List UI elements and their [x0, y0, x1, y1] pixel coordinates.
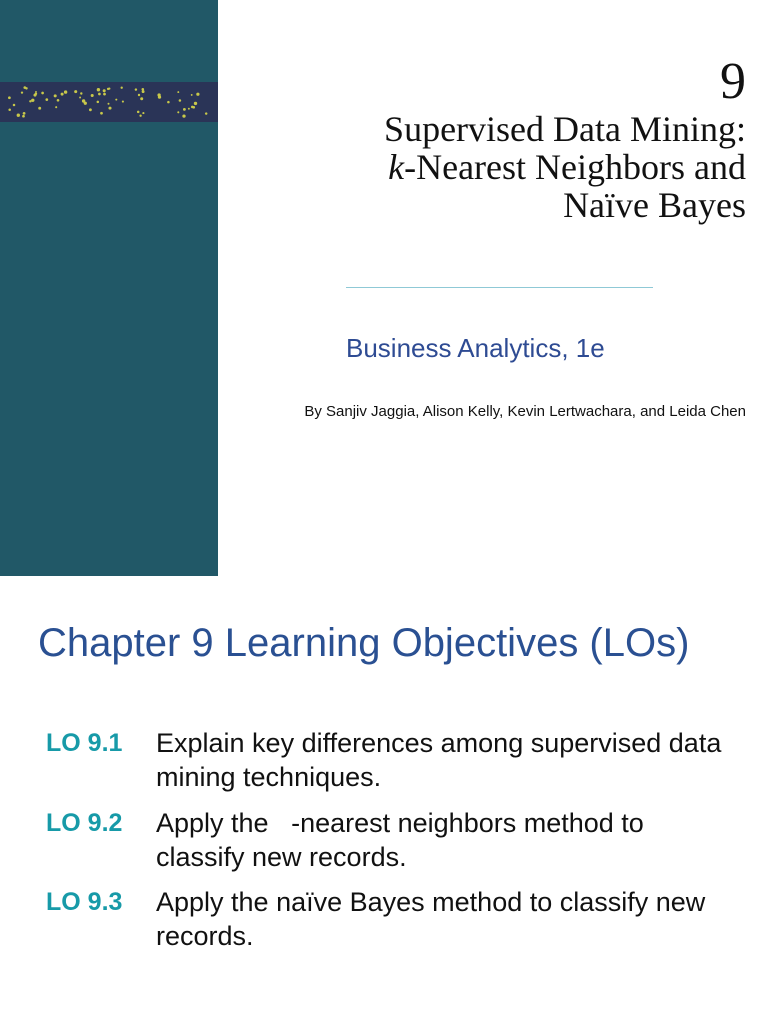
decorative-dot — [8, 108, 11, 111]
decorative-dot — [140, 97, 143, 100]
decorative-dot — [8, 96, 11, 99]
lo-text: Apply the -nearest neighbors method to classify new records. — [156, 808, 652, 872]
title-line-2 — [286, 148, 746, 186]
decorative-dot — [79, 97, 81, 99]
decorative-dot — [191, 94, 193, 96]
decorative-dot — [158, 95, 161, 98]
decorative-dot — [22, 115, 25, 118]
decorative-dot — [31, 99, 34, 102]
lo-code: LO 9.2 — [46, 809, 123, 837]
book-title: Business Analytics, 1e — [346, 333, 605, 363]
decorative-dot — [29, 100, 31, 102]
decorative-dot — [183, 108, 186, 111]
decorative-dot — [61, 93, 64, 96]
decorative-dot — [23, 86, 26, 89]
decorative-dot — [142, 90, 145, 93]
decorative-dot — [142, 112, 144, 114]
decorative-dot — [98, 93, 101, 96]
decorative-dot — [108, 103, 110, 105]
title-k-italic: k — [388, 147, 405, 187]
decorative-side-panel — [0, 0, 218, 576]
decorative-dot — [100, 112, 103, 115]
decorative-dot — [54, 94, 57, 97]
decorative-dot — [115, 99, 117, 101]
decorative-dot — [35, 91, 37, 93]
decorative-dot — [23, 112, 25, 114]
decorative-dot — [74, 90, 77, 93]
decorative-dot — [122, 101, 124, 103]
decorative-dot — [196, 93, 199, 96]
title-line-1: Supervised Data Mining: — [384, 109, 746, 149]
decorative-dot — [45, 98, 48, 101]
decorative-dot — [135, 88, 137, 90]
decorative-dot — [97, 101, 100, 104]
decorative-dot — [82, 99, 85, 102]
decorative-dot — [38, 107, 41, 110]
decorative-dot — [13, 104, 16, 107]
decorative-dot — [103, 93, 106, 96]
title-line-2-rest: -Nearest Neighbors and — [404, 147, 746, 187]
title-line-3: Naïve Bayes — [563, 185, 746, 225]
decorative-dot — [97, 88, 100, 91]
decorative-dot — [80, 92, 82, 94]
dotted-decorative-band — [0, 82, 218, 122]
decorative-dot — [167, 101, 170, 104]
decorative-dot — [193, 106, 196, 109]
decorative-dot — [33, 94, 36, 97]
decorative-dot — [188, 108, 190, 110]
decorative-dot — [139, 115, 141, 117]
decorative-dot — [121, 87, 123, 89]
lo-code: LO 9.3 — [46, 888, 123, 916]
decorative-dot — [21, 91, 23, 93]
objectives-slide — [0, 576, 768, 1024]
title-divider — [346, 287, 653, 288]
chapter-number: 9 — [720, 53, 746, 110]
decorative-dot — [182, 114, 185, 117]
decorative-dot — [194, 102, 197, 105]
lo-text: Apply the naïve Bayes method to classify new records. — [156, 887, 706, 951]
decorative-dot — [103, 89, 106, 92]
lo-code: LO 9.1 — [46, 729, 123, 757]
decorative-dot — [55, 106, 57, 108]
decorative-dot — [177, 91, 179, 93]
decorative-dot — [64, 90, 67, 93]
lo-text: Explain key differences among supervised data mining techniques. — [156, 728, 722, 792]
chapter-title — [286, 110, 746, 224]
decorative-dot — [91, 94, 94, 97]
decorative-dot — [17, 114, 20, 117]
authors-line: By Sanjiv Jaggia, Alison Kelly, Kevin Lertwachara, and Leida Chen — [304, 403, 746, 420]
decorative-dot — [177, 111, 179, 113]
decorative-dot — [179, 99, 182, 102]
decorative-dot — [108, 107, 111, 110]
decorative-dot — [57, 99, 60, 102]
decorative-dot — [107, 88, 109, 90]
decorative-dot — [41, 92, 44, 95]
decorative-dot — [205, 112, 207, 114]
decorative-dot — [137, 111, 140, 114]
dot-pattern — [0, 82, 218, 122]
objectives-heading: Chapter 9 Learning Objectives (LOs) — [38, 621, 690, 665]
decorative-dot — [138, 94, 140, 96]
decorative-dot — [89, 108, 92, 111]
